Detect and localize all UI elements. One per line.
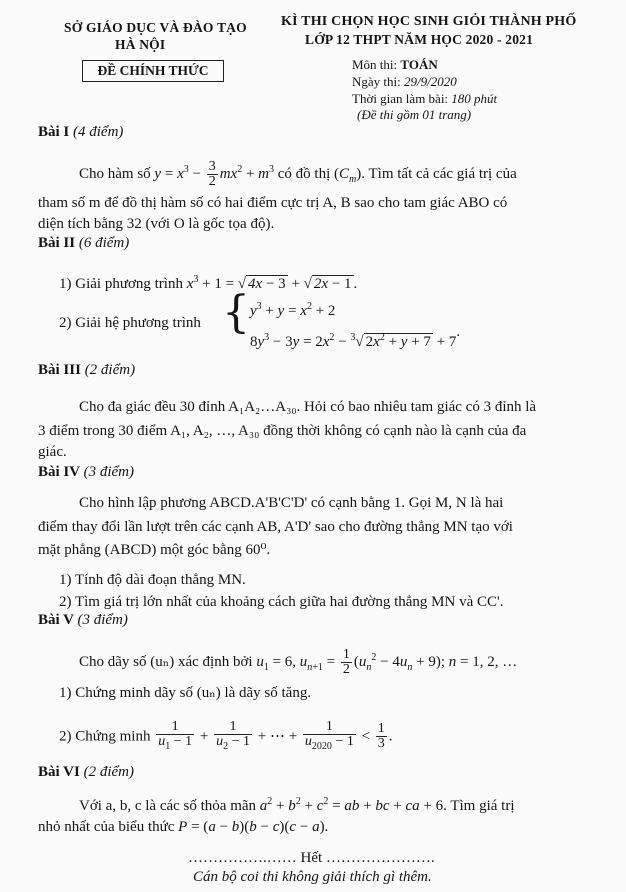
problem-2-part1: 1) Giải phương trình $x^3 + 1$ = √ 4x − 3 + √ 2x − 1 . — [59, 274, 358, 292]
problem-1-line3: diện tích bằng 32 (với O là gốc tọa độ). — [38, 216, 275, 232]
problem-2-part2-label: 2) Giải hệ phương trình — [59, 315, 201, 331]
problem-5-part1: 1) Chứng minh dãy số (uₙ) là dãy số tăng. — [59, 685, 312, 701]
exam-duration: Thời gian làm bài: 180 phút — [352, 91, 498, 106]
exam-note: (Đề thi gồm 01 trang) — [357, 107, 472, 122]
exam-title-line2: LỚP 12 THPT NĂM HỌC 2020 - 2021 — [305, 32, 534, 47]
system-brace: { — [222, 287, 250, 338]
problem-3-heading: Bài III (2 điểm) — [38, 362, 136, 378]
problem-1-line2: tham số m để đồ thị hàm số có hai điểm cực trị A, B sao cho tam giác ABO có — [38, 195, 508, 211]
problem-3-line1: Cho đa giác đều 30 đỉnh A₁A₂…A₃₀. Hỏi có bao nhiêu tam giác có 3 đỉnh là — [79, 399, 537, 415]
exam-title-line1: KÌ THI CHỌN HỌC SINH GIỎI THÀNH PHỐ — [281, 14, 577, 29]
problem-5-line1: Cho dãy số (uₙ) xác định bởi $u_1 = 6$, $u_{n+1}$ = $\frac{1}{2}$ $(u_n^2 - 4u_n + 9)$; n = 1, 2, … — [79, 647, 518, 678]
problem-4-part1: 1) Tính độ dài đoạn thẳng MN. — [59, 572, 246, 588]
problem-2-eq1: $y^3 + y = x^2 + 2$ — [250, 301, 336, 319]
end-marker: …………….…… Hết …………………. — [188, 850, 435, 866]
problem-5-part2: 2) Chứng minh $\frac{1}{u_1 - 1}$ + $\frac{1}{u_2 - 1}$ + ⋯ + $\frac{1}{u_{2020} - 1}$ < $\frac{1}{3}$ . — [59, 719, 393, 752]
department-line2: HÀ NỘI — [115, 37, 166, 52]
problem-1-line1: Cho hàm số $y = x^3$ − $\frac{3}{2}$ $mx^2 + m^3$ có đồ thị $(C_m)$. Tìm tất cả các giá trị của — [79, 159, 517, 190]
exam-subject: Môn thi: TOÁN — [352, 57, 438, 72]
problem-4-heading: Bài IV (3 điểm) — [38, 464, 134, 480]
department-line1: SỞ GIÁO DỤC VÀ ĐÀO TẠO — [64, 20, 247, 35]
problem-4-line2: điểm thay đổi lần lượt trên các cạnh AB, A'D' sao cho đường thẳng MN tạo với — [38, 519, 513, 535]
problem-6-line1: Với a, b, c là các số thỏa mãn $a^2 + b^2 + c^2$ = ab + bc + ca + 6. Tìm giá trị — [79, 796, 515, 814]
problem-6-line2: nhỏ nhất của biểu thức P = (a − b)(b − c)(c − a). — [38, 819, 329, 835]
problem-6-heading: Bài VI (2 điểm) — [38, 764, 134, 780]
problem-1-heading: Bài I (4 điểm) — [38, 124, 124, 140]
problem-5-heading: Bài V (3 điểm) — [38, 612, 128, 628]
official-stamp: ĐỀ CHÍNH THỨC — [82, 60, 224, 82]
problem-4-part2: 2) Tìm giá trị lớn nhất của khoảng cách giữa hai đường thẳng MN và CC'. — [59, 594, 504, 610]
problem-3-line2: 3 điểm trong 30 điểm A₁, A₂, …, A₃₀ đồng thời không có cạnh nào là cạnh của đa — [38, 423, 527, 439]
problem-3-line3: giác. — [38, 444, 67, 460]
problem-2-eq2: $8y^3 - 3y = 2x^2 - ^3√$ $2x^2 + y + 7 + 7$. — [250, 324, 461, 350]
exam-date: Ngày thi: 29/9/2020 — [352, 74, 457, 89]
problem-4-line1: Cho hình lập phương ABCD.A'B'C'D' có cạnh bằng 1. Gọi M, N là hai — [79, 495, 504, 511]
proctor-note: Cán bộ coi thi không giải thích gì thêm. — [193, 869, 432, 885]
problem-4-line3: mặt phẳng (ABCD) một góc bằng 60⁰. — [38, 542, 271, 558]
problem-2-heading: Bài II (6 điểm) — [38, 235, 130, 251]
